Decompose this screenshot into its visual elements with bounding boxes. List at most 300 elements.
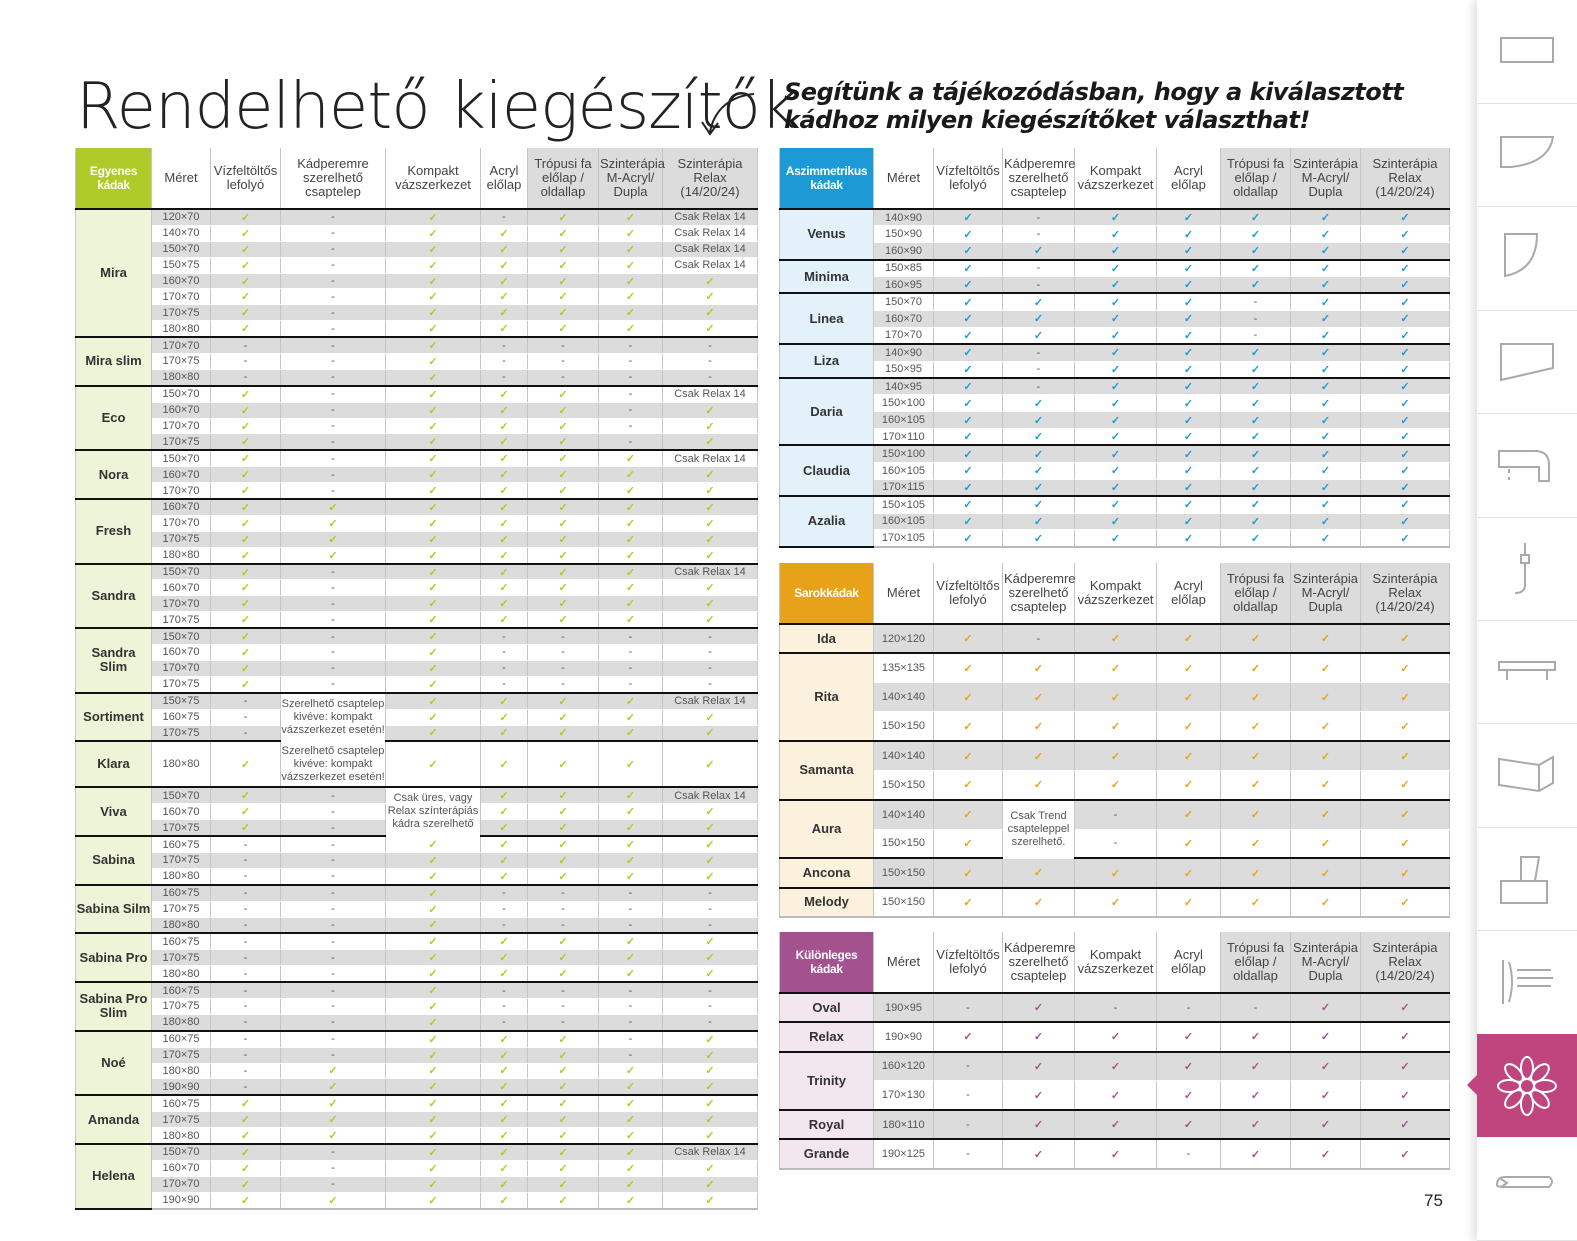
check-icon: ✓ xyxy=(211,804,281,820)
dash-icon: - xyxy=(1003,209,1075,226)
note-cell: Csak Relax 14 xyxy=(663,257,758,273)
check-icon: ✓ xyxy=(663,725,758,741)
panel-icon xyxy=(1491,743,1563,807)
sidebar-item-screen[interactable] xyxy=(1477,827,1577,931)
dash-icon: - xyxy=(599,917,663,933)
check-icon: ✓ xyxy=(663,499,758,515)
check-icon: ✓ xyxy=(528,483,599,499)
check-icon: ✓ xyxy=(211,787,281,803)
check-icon: ✓ xyxy=(599,1095,663,1111)
size-cell: 170×70 xyxy=(874,327,934,344)
check-icon: ✓ xyxy=(1003,429,1075,446)
table-row xyxy=(780,513,1450,530)
size-cell: 150×70 xyxy=(152,564,211,580)
sidebar-item-panel[interactable] xyxy=(1477,724,1577,828)
check-icon: ✓ xyxy=(528,1128,599,1144)
check-icon: ✓ xyxy=(386,257,481,273)
dash-icon: - xyxy=(481,901,528,917)
model-name: Sabina xyxy=(76,836,152,885)
check-icon: ✓ xyxy=(528,564,599,580)
check-icon: ✓ xyxy=(1075,310,1157,327)
rectangle-bath-icon xyxy=(1491,20,1563,84)
column-header: Kádperemre szerelhető csaptelep xyxy=(281,148,386,209)
model-name: Sandra xyxy=(76,564,152,629)
dash-icon: - xyxy=(281,1144,386,1160)
dash-icon: - xyxy=(934,1052,1003,1081)
size-cell: 160×75 xyxy=(152,836,211,852)
column-header: Méret xyxy=(152,148,211,209)
table-row xyxy=(76,628,758,644)
table-row xyxy=(780,209,1450,226)
column-header: Kompakt vázszerkezet xyxy=(386,148,481,209)
table-row xyxy=(76,901,758,917)
check-icon: ✓ xyxy=(1221,513,1291,530)
table-row xyxy=(780,800,1450,829)
model-name: Mira xyxy=(76,209,152,337)
check-icon: ✓ xyxy=(481,725,528,741)
check-icon: ✓ xyxy=(1075,741,1157,770)
dash-icon: - xyxy=(528,982,599,998)
check-icon: ✓ xyxy=(1003,1081,1075,1110)
check-icon: ✓ xyxy=(481,804,528,820)
check-icon: ✓ xyxy=(481,1128,528,1144)
size-cell: 180×80 xyxy=(152,547,211,563)
check-icon: ✓ xyxy=(1157,829,1221,858)
sidebar-item-frame[interactable] xyxy=(1477,620,1577,724)
check-icon: ✓ xyxy=(211,531,281,547)
dash-icon: - xyxy=(211,337,281,353)
size-cell: 170×70 xyxy=(152,660,211,676)
check-icon: ✓ xyxy=(386,1176,481,1192)
check-icon: ✓ xyxy=(1003,888,1075,917)
check-icon: ✓ xyxy=(386,998,481,1014)
table-row xyxy=(76,418,758,434)
table-row xyxy=(76,998,758,1014)
check-icon: ✓ xyxy=(1075,530,1157,547)
sidebar-item-asymmetric-bath[interactable] xyxy=(1477,103,1577,207)
note-cell: Csak Trend csapteleppel szerelhető. xyxy=(1003,800,1075,859)
check-icon: ✓ xyxy=(386,596,481,612)
check-icon: ✓ xyxy=(1361,858,1450,887)
check-icon: ✓ xyxy=(1291,513,1361,530)
model-name: Trinity xyxy=(780,1052,874,1111)
check-icon: ✓ xyxy=(1361,479,1450,496)
check-icon: ✓ xyxy=(528,580,599,596)
table-row xyxy=(76,499,758,515)
dash-icon: - xyxy=(599,369,663,385)
check-icon: ✓ xyxy=(1003,513,1075,530)
check-icon: ✓ xyxy=(481,950,528,966)
check-icon: ✓ xyxy=(1157,530,1221,547)
size-cell: 150×90 xyxy=(874,226,934,243)
dash-icon: - xyxy=(211,1047,281,1063)
table-row xyxy=(780,226,1450,243)
check-icon: ✓ xyxy=(1291,310,1361,327)
check-icon: ✓ xyxy=(1157,888,1221,917)
size-cell: 140×95 xyxy=(874,378,934,395)
check-icon: ✓ xyxy=(1221,479,1291,496)
check-icon: ✓ xyxy=(1221,277,1291,294)
dash-icon: - xyxy=(1003,344,1075,361)
dash-icon: - xyxy=(281,289,386,305)
check-icon: ✓ xyxy=(481,531,528,547)
size-cell: 170×75 xyxy=(152,434,211,450)
check-icon: ✓ xyxy=(386,515,481,531)
column-header: Trópusi fa előlap / oldallap xyxy=(1221,148,1291,209)
size-cell: 190×95 xyxy=(874,993,934,1022)
dash-icon: - xyxy=(1075,800,1157,829)
check-icon: ✓ xyxy=(211,305,281,321)
sidebar-item-rectangle-bath[interactable] xyxy=(1477,0,1577,104)
check-icon: ✓ xyxy=(1003,445,1075,462)
check-icon: ✓ xyxy=(1291,1110,1361,1139)
sidebar-item-faucet[interactable] xyxy=(1477,414,1577,518)
dash-icon: - xyxy=(528,901,599,917)
size-cell: 140×140 xyxy=(874,683,934,712)
check-icon: ✓ xyxy=(386,1160,481,1176)
column-header: Szinterápia M-Acryl/ Dupla xyxy=(1291,932,1361,993)
check-icon: ✓ xyxy=(528,450,599,466)
column-header: Kompakt vázszerkezet xyxy=(1075,563,1157,624)
check-icon: ✓ xyxy=(1361,624,1450,653)
check-icon: ✓ xyxy=(386,369,481,385)
check-icon: ✓ xyxy=(599,515,663,531)
check-icon: ✓ xyxy=(528,596,599,612)
column-header: Vízfeltöltős lefolyó xyxy=(934,148,1003,209)
size-cell: 150×95 xyxy=(874,361,934,378)
check-icon: ✓ xyxy=(1361,653,1450,682)
table-row xyxy=(76,982,758,998)
check-icon: ✓ xyxy=(1157,412,1221,429)
check-icon: ✓ xyxy=(1221,395,1291,412)
check-icon: ✓ xyxy=(386,1128,481,1144)
sidebar-item-flower[interactable] xyxy=(1477,1034,1577,1137)
table-row xyxy=(76,676,758,692)
check-icon: ✓ xyxy=(211,257,281,273)
check-icon: ✓ xyxy=(1361,741,1450,770)
dash-icon: - xyxy=(281,676,386,692)
size-cell: 190×90 xyxy=(874,1022,934,1051)
table-row xyxy=(76,852,758,868)
check-icon: ✓ xyxy=(599,273,663,289)
model-name: Sortiment xyxy=(76,693,152,742)
note-cell: Csak Relax 14 xyxy=(663,225,758,241)
check-icon: ✓ xyxy=(211,402,281,418)
column-header: Vízfeltöltős lefolyó xyxy=(934,932,1003,993)
check-icon: ✓ xyxy=(934,361,1003,378)
check-icon: ✓ xyxy=(599,499,663,515)
table-row xyxy=(76,321,758,337)
check-icon: ✓ xyxy=(1291,800,1361,829)
screen-icon xyxy=(1491,847,1563,911)
sidebar-item-trapezoid-bath[interactable] xyxy=(1477,310,1577,414)
model-name: Klara xyxy=(76,741,152,787)
size-cell: 170×130 xyxy=(874,1081,934,1110)
check-icon: ✓ xyxy=(481,787,528,803)
check-icon: ✓ xyxy=(1075,1139,1157,1168)
check-icon: ✓ xyxy=(386,547,481,563)
check-icon: ✓ xyxy=(663,804,758,820)
check-icon: ✓ xyxy=(386,1031,481,1047)
table-row xyxy=(76,836,758,852)
check-icon: ✓ xyxy=(481,241,528,257)
model-name: Mira slim xyxy=(76,337,152,386)
check-icon: ✓ xyxy=(481,966,528,982)
sidebar-item-waterfall[interactable] xyxy=(1477,931,1577,1035)
check-icon: ✓ xyxy=(1157,479,1221,496)
dash-icon: - xyxy=(1003,226,1075,243)
check-icon: ✓ xyxy=(528,547,599,563)
table-row xyxy=(76,787,758,803)
check-icon: ✓ xyxy=(1157,462,1221,479)
check-icon: ✓ xyxy=(663,580,758,596)
check-icon: ✓ xyxy=(1221,378,1291,395)
table-row xyxy=(780,1022,1450,1051)
check-icon: ✓ xyxy=(663,418,758,434)
check-icon: ✓ xyxy=(1003,741,1075,770)
check-icon: ✓ xyxy=(528,693,599,709)
table-row xyxy=(76,1192,758,1208)
check-icon: ✓ xyxy=(528,1192,599,1208)
check-icon: ✓ xyxy=(528,1095,599,1111)
table-row xyxy=(76,1095,758,1111)
check-icon: ✓ xyxy=(386,933,481,949)
table-row xyxy=(76,1031,758,1047)
check-icon: ✓ xyxy=(1361,412,1450,429)
check-icon: ✓ xyxy=(1361,462,1450,479)
check-icon: ✓ xyxy=(1291,445,1361,462)
column-header: Acryl előlap xyxy=(1157,563,1221,624)
size-cell: 180×80 xyxy=(152,917,211,933)
check-icon: ✓ xyxy=(528,836,599,852)
table-row xyxy=(76,645,758,661)
dash-icon: - xyxy=(528,660,599,676)
check-icon: ✓ xyxy=(934,395,1003,412)
check-icon: ✓ xyxy=(481,515,528,531)
check-icon: ✓ xyxy=(1291,395,1361,412)
check-icon: ✓ xyxy=(386,917,481,933)
dash-icon: - xyxy=(281,917,386,933)
check-icon: ✓ xyxy=(528,741,599,787)
dash-icon: - xyxy=(663,917,758,933)
dash-icon: - xyxy=(281,787,386,803)
note-cell: Csak Relax 14 xyxy=(663,209,758,225)
dash-icon: - xyxy=(481,998,528,1014)
check-icon: ✓ xyxy=(386,580,481,596)
check-icon: ✓ xyxy=(481,273,528,289)
check-icon: ✓ xyxy=(528,434,599,450)
dash-icon: - xyxy=(528,1014,599,1030)
table-row xyxy=(76,741,758,787)
check-icon: ✓ xyxy=(1291,327,1361,344)
check-icon: ✓ xyxy=(1291,361,1361,378)
check-icon: ✓ xyxy=(528,257,599,273)
check-icon: ✓ xyxy=(1361,277,1450,294)
check-icon: ✓ xyxy=(1075,462,1157,479)
size-cell: 170×70 xyxy=(152,418,211,434)
check-icon: ✓ xyxy=(386,450,481,466)
asymmetric-bath-icon xyxy=(1491,123,1563,187)
check-icon: ✓ xyxy=(481,418,528,434)
table-row xyxy=(76,1128,758,1144)
check-icon: ✓ xyxy=(211,1176,281,1192)
check-icon: ✓ xyxy=(1291,344,1361,361)
size-cell: 170×75 xyxy=(152,305,211,321)
check-icon: ✓ xyxy=(1157,310,1221,327)
dash-icon: - xyxy=(1221,310,1291,327)
check-icon: ✓ xyxy=(1221,361,1291,378)
size-cell: 135×135 xyxy=(874,653,934,682)
sidebar-item-shower[interactable] xyxy=(1477,517,1577,621)
check-icon: ✓ xyxy=(663,852,758,868)
size-cell: 150×70 xyxy=(874,293,934,310)
check-icon: ✓ xyxy=(1075,378,1157,395)
check-icon: ✓ xyxy=(663,950,758,966)
dash-icon: - xyxy=(281,1176,386,1192)
check-icon: ✓ xyxy=(1291,829,1361,858)
note-cell: Csak Relax 14 xyxy=(663,386,758,402)
check-icon: ✓ xyxy=(1075,445,1157,462)
check-icon: ✓ xyxy=(599,1176,663,1192)
table-row xyxy=(780,260,1450,277)
table-row xyxy=(780,530,1450,547)
size-cell: 150×70 xyxy=(152,628,211,644)
note-cell: Csak Relax 14 xyxy=(663,693,758,709)
check-icon: ✓ xyxy=(1075,226,1157,243)
table-row xyxy=(780,462,1450,479)
dash-icon: - xyxy=(528,885,599,901)
check-icon: ✓ xyxy=(599,596,663,612)
dash-icon: - xyxy=(481,645,528,661)
check-icon: ✓ xyxy=(386,1014,481,1030)
check-icon: ✓ xyxy=(211,1160,281,1176)
check-icon: ✓ xyxy=(1075,770,1157,799)
check-icon: ✓ xyxy=(1157,800,1221,829)
check-icon: ✓ xyxy=(211,289,281,305)
check-icon: ✓ xyxy=(599,1079,663,1095)
check-icon: ✓ xyxy=(1221,741,1291,770)
note-cell: Csak Relax 14 xyxy=(663,787,758,803)
dash-icon: - xyxy=(1003,624,1075,653)
check-icon: ✓ xyxy=(1291,858,1361,887)
sidebar-item-wrench[interactable] xyxy=(1477,1137,1577,1241)
check-icon: ✓ xyxy=(1221,1052,1291,1081)
check-icon: ✓ xyxy=(386,852,481,868)
check-icon: ✓ xyxy=(281,547,386,563)
check-icon: ✓ xyxy=(1075,429,1157,446)
check-icon: ✓ xyxy=(481,499,528,515)
table-row xyxy=(780,243,1450,260)
check-icon: ✓ xyxy=(211,741,281,787)
size-cell: 170×75 xyxy=(152,901,211,917)
size-cell: 160×75 xyxy=(152,982,211,998)
check-icon: ✓ xyxy=(599,531,663,547)
page-number: 75 xyxy=(1424,1191,1443,1210)
dash-icon: - xyxy=(663,901,758,917)
check-icon: ✓ xyxy=(528,612,599,628)
check-icon: ✓ xyxy=(481,402,528,418)
check-icon: ✓ xyxy=(211,321,281,337)
check-icon: ✓ xyxy=(663,467,758,483)
dash-icon: - xyxy=(211,836,281,852)
table-row xyxy=(780,327,1450,344)
column-header: Kádperemre szerelhető csaptelep xyxy=(1003,563,1075,624)
check-icon: ✓ xyxy=(481,467,528,483)
check-icon: ✓ xyxy=(934,429,1003,446)
check-icon: ✓ xyxy=(281,1112,386,1128)
check-icon: ✓ xyxy=(934,770,1003,799)
table-aszimmetrikus-kadak xyxy=(779,148,1450,548)
table-row xyxy=(76,483,758,499)
size-cell: 150×150 xyxy=(874,770,934,799)
check-icon: ✓ xyxy=(934,479,1003,496)
check-icon: ✓ xyxy=(1075,1081,1157,1110)
check-icon: ✓ xyxy=(211,241,281,257)
check-icon: ✓ xyxy=(1157,683,1221,712)
check-icon: ✓ xyxy=(528,966,599,982)
check-icon: ✓ xyxy=(663,483,758,499)
dash-icon: - xyxy=(663,982,758,998)
size-cell: 160×75 xyxy=(152,709,211,725)
check-icon: ✓ xyxy=(1157,243,1221,260)
check-icon: ✓ xyxy=(934,243,1003,260)
check-icon: ✓ xyxy=(1003,412,1075,429)
check-icon: ✓ xyxy=(934,1022,1003,1051)
table-row xyxy=(76,660,758,676)
check-icon: ✓ xyxy=(1291,462,1361,479)
check-icon: ✓ xyxy=(1221,344,1291,361)
dash-icon: - xyxy=(211,709,281,725)
table-row xyxy=(780,395,1450,412)
size-cell: 160×70 xyxy=(152,580,211,596)
check-icon: ✓ xyxy=(1361,361,1450,378)
dash-icon: - xyxy=(1157,1139,1221,1168)
size-cell: 160×70 xyxy=(152,804,211,820)
check-icon: ✓ xyxy=(211,273,281,289)
table-row xyxy=(780,293,1450,310)
dash-icon: - xyxy=(599,434,663,450)
check-icon: ✓ xyxy=(528,1144,599,1160)
dash-icon: - xyxy=(599,402,663,418)
check-icon: ✓ xyxy=(1361,513,1450,530)
size-cell: 170×115 xyxy=(874,479,934,496)
table-row xyxy=(76,917,758,933)
table-row xyxy=(76,547,758,563)
size-cell: 170×75 xyxy=(152,820,211,836)
check-icon: ✓ xyxy=(1291,277,1361,294)
check-icon: ✓ xyxy=(1003,653,1075,682)
dash-icon: - xyxy=(599,885,663,901)
check-icon: ✓ xyxy=(1291,496,1361,513)
check-icon: ✓ xyxy=(1361,293,1450,310)
check-icon: ✓ xyxy=(1003,479,1075,496)
check-icon: ✓ xyxy=(599,289,663,305)
check-icon: ✓ xyxy=(1221,829,1291,858)
table-row xyxy=(76,612,758,628)
dash-icon: - xyxy=(934,993,1003,1022)
check-icon: ✓ xyxy=(663,1192,758,1208)
dash-icon: - xyxy=(599,982,663,998)
check-icon: ✓ xyxy=(1075,293,1157,310)
check-icon: ✓ xyxy=(934,800,1003,829)
table-row xyxy=(76,1047,758,1063)
check-icon: ✓ xyxy=(599,693,663,709)
check-icon: ✓ xyxy=(934,226,1003,243)
size-cell: 160×90 xyxy=(874,243,934,260)
dash-icon: - xyxy=(663,676,758,692)
sidebar-item-quarter-bath[interactable] xyxy=(1477,207,1577,311)
check-icon: ✓ xyxy=(386,966,481,982)
